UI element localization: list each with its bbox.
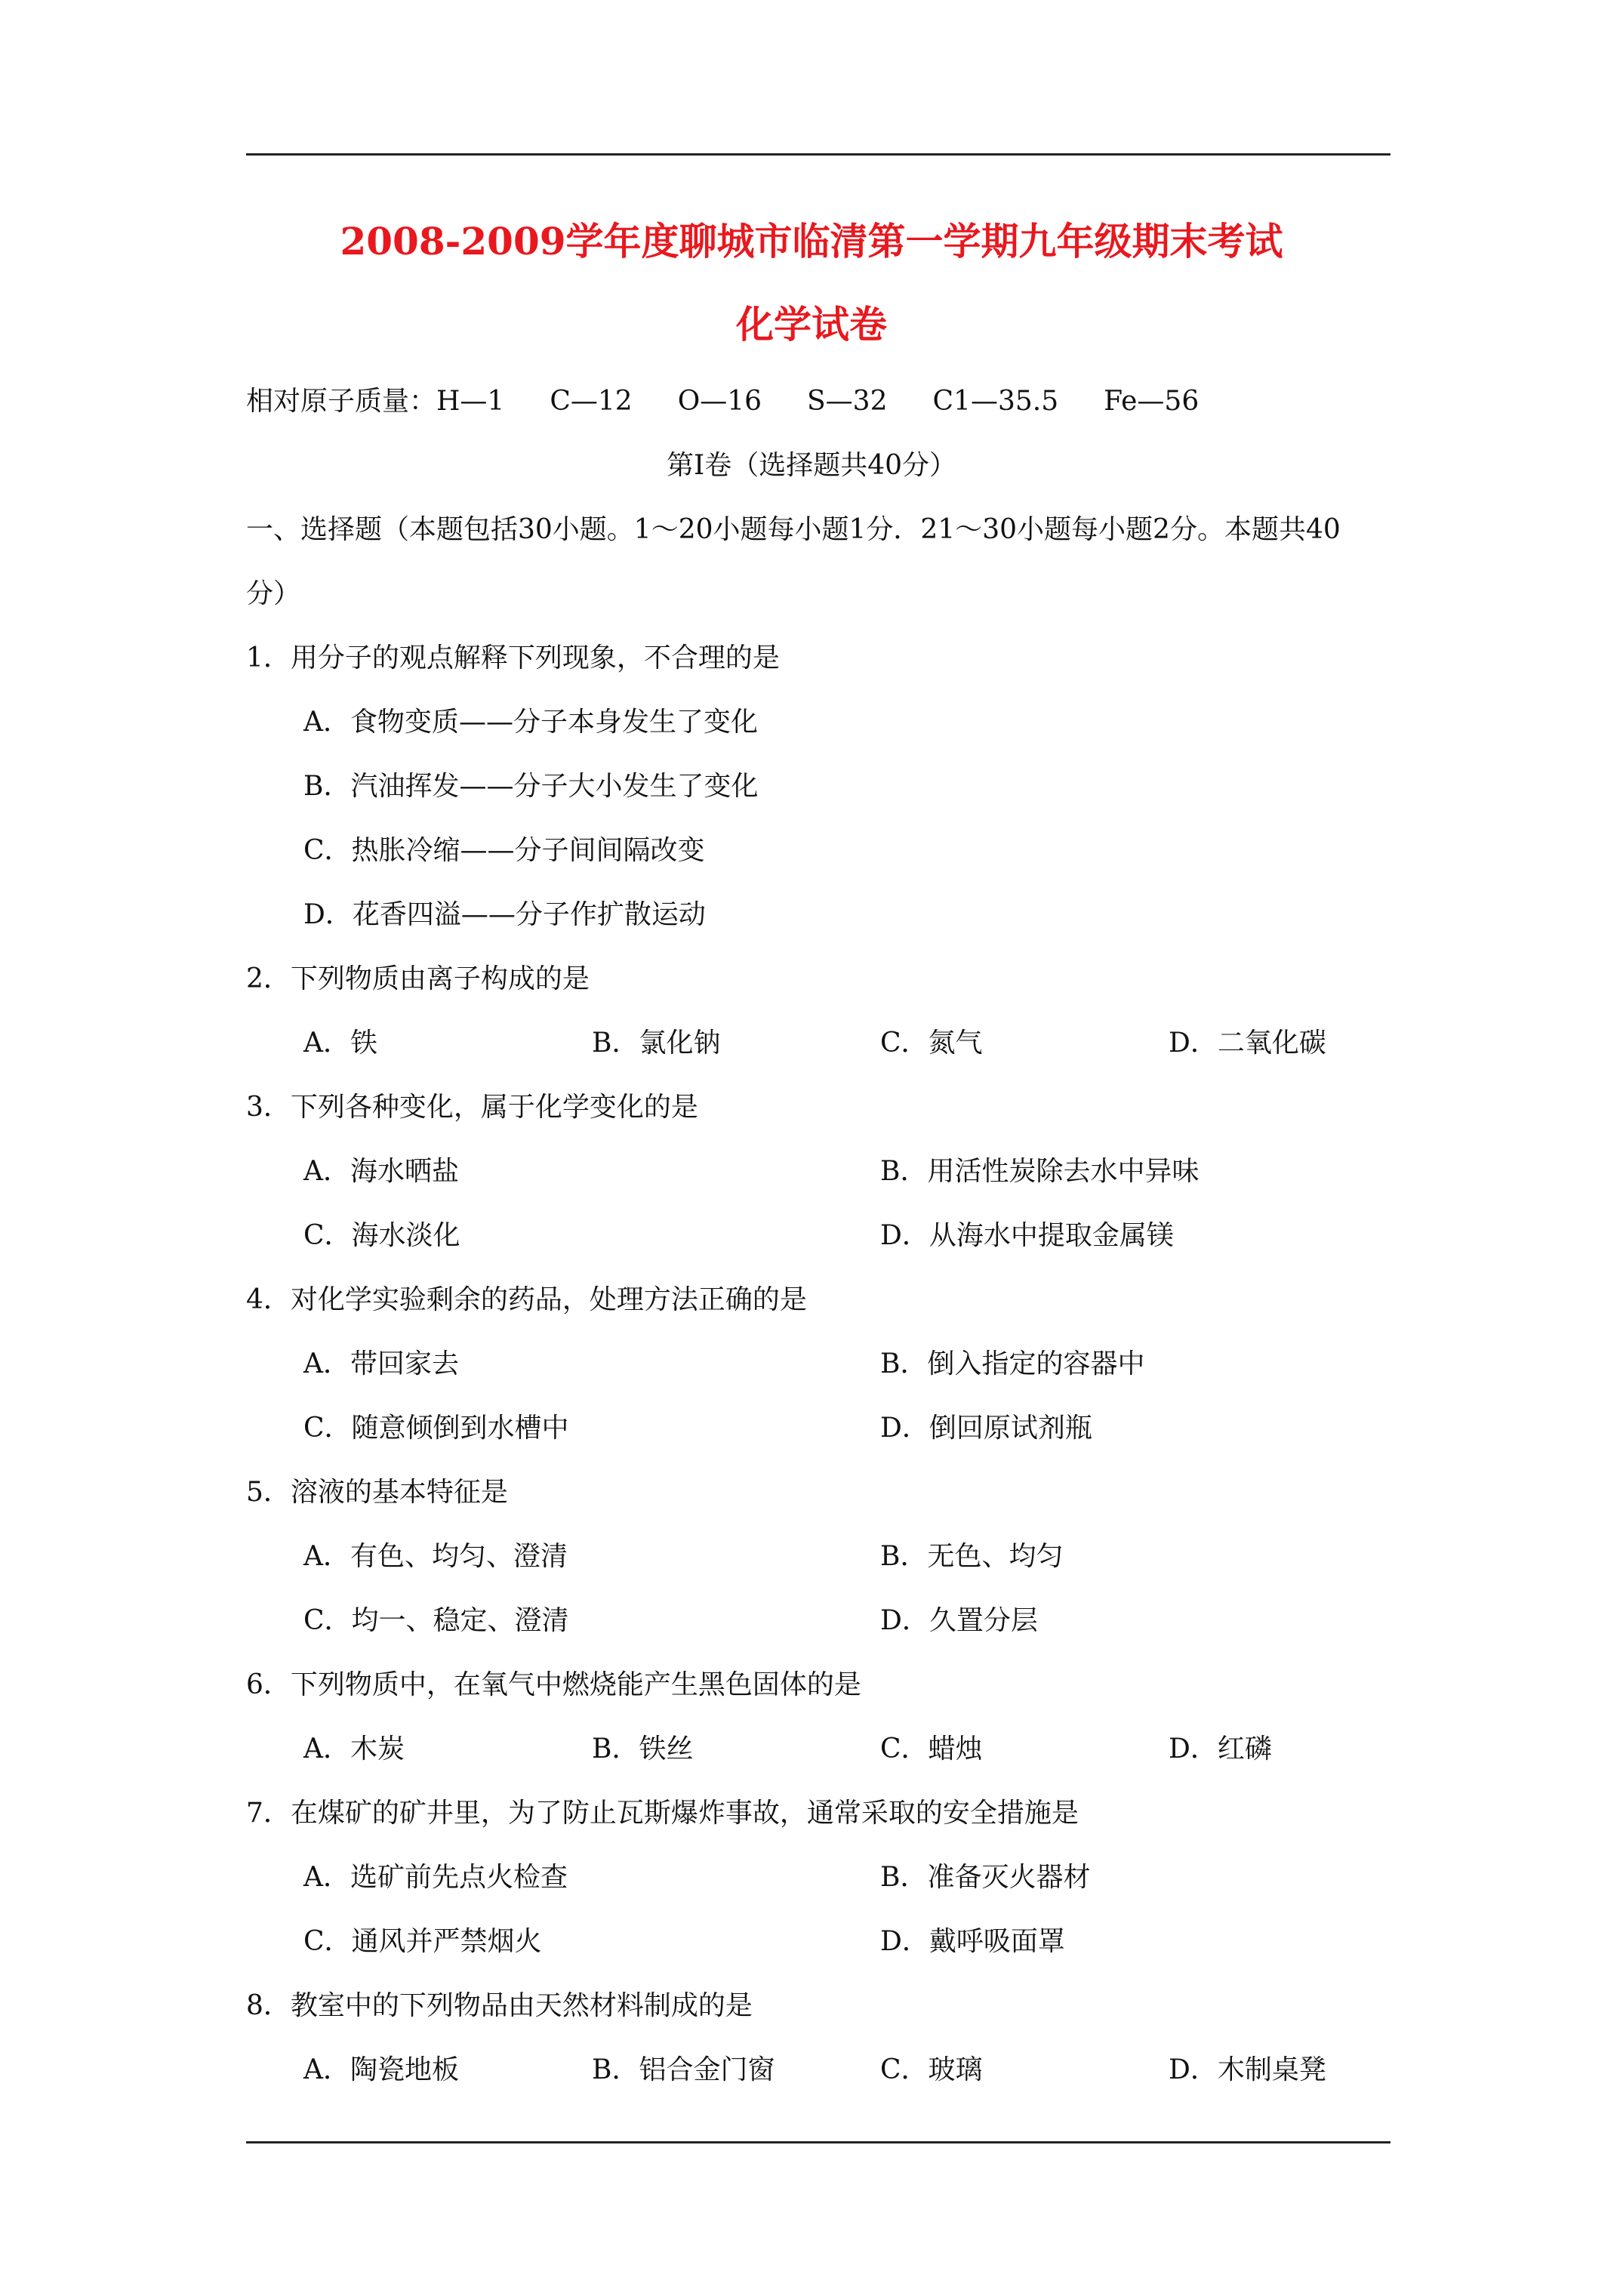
question-4-stem: 4．对化学实验剩余的药品，处理方法正确的是: [246, 1284, 807, 1315]
question-8-option-d: D．木制桌凳: [1169, 2054, 1326, 2085]
question-2-option-c: C．氮气: [880, 1028, 983, 1059]
section-instructions: 一、选择题（本题包括30小题。1～20小题每小题1分．21～30小题每小题2分。本题共40: [246, 514, 1341, 545]
question-7-option-d: D．戴呼吸面罩: [880, 1926, 1065, 1957]
question-8-option-c: C．玻璃: [880, 2054, 983, 2085]
atomic-mass-line: [246, 384, 1424, 420]
question-8-option-b: B．铝合金门窗: [592, 2054, 775, 2085]
question-1-option-b: B．汽油挥发——分子大小发生了变化: [303, 771, 759, 802]
question-2-stem: 2．下列物质由离子构成的是: [246, 963, 590, 994]
question-4-option-c: C．随意倾倒到水槽中: [303, 1413, 569, 1444]
atomic-mass-fe: Fe—56: [1104, 386, 1200, 417]
section-instructions-cont: 分）: [246, 578, 301, 609]
exam-title: 2008-2009学年度聊城市临清第一学期九年级期末考试: [340, 219, 1283, 264]
atomic-mass-label: 相对原子质量：: [246, 386, 437, 417]
question-6-stem: 6．下列物质中，在氧气中燃烧能产生黑色固体的是: [246, 1669, 861, 1700]
atomic-mass-o: O—16: [677, 386, 762, 417]
question-5-option-c: C．均一、稳定、澄清: [303, 1605, 569, 1636]
question-2-option-d: D．二氧化碳: [1169, 1028, 1326, 1059]
question-4-option-d: D．倒回原试剂瓶: [880, 1413, 1092, 1444]
question-2-option-b: B．氯化钠: [592, 1028, 721, 1059]
volume-heading: 第Ⅰ卷（选择题共40分）: [666, 450, 957, 481]
question-4-option-b: B．倒入指定的容器中: [880, 1348, 1145, 1379]
question-5-option-b: B．无色、均匀: [880, 1541, 1064, 1572]
question-3-option-c: C．海水淡化: [303, 1220, 460, 1251]
question-8-option-a: A．陶瓷地板: [303, 2054, 459, 2085]
question-1-option-d: D．花香四溢——分子作扩散运动: [303, 899, 706, 930]
question-5-option-a: A．有色、均匀、澄清: [303, 1541, 568, 1572]
question-8-stem: 8．教室中的下列物品由天然材料制成的是: [246, 1990, 753, 2021]
atomic-mass-h: H—1: [436, 386, 505, 417]
question-6-option-a: A．木炭: [303, 1734, 405, 1764]
question-3-option-a: A．海水晒盐: [303, 1156, 459, 1187]
question-7-option-c: C．通风并严禁烟火: [303, 1926, 542, 1957]
question-7-stem: 7．在煤矿的矿井里，为了防止瓦斯爆炸事故，通常采取的安全措施是: [246, 1798, 1079, 1829]
bottom-rule: [246, 2141, 1390, 2143]
question-3-option-b: B．用活性炭除去水中异味: [880, 1156, 1200, 1187]
question-5-option-d: D．久置分层: [880, 1605, 1038, 1636]
atomic-mass-cl: C1—35.5: [932, 386, 1059, 417]
question-1-stem: 1．用分子的观点解释下列现象，不合理的是: [246, 643, 780, 673]
question-6-option-c: C．蜡烛: [880, 1734, 983, 1764]
exam-subtitle: 化学试卷: [736, 302, 887, 347]
question-6-option-b: B．铁丝: [592, 1734, 694, 1764]
atomic-mass-c: C—12: [550, 386, 633, 417]
question-1-option-a: A．食物变质——分子本身发生了变化: [303, 707, 758, 738]
question-6-option-d: D．红磷: [1169, 1734, 1272, 1764]
question-1-option-c: C．热胀冷缩——分子间间隔改变: [303, 835, 705, 866]
top-rule: [246, 153, 1390, 156]
atomic-mass-s: S—32: [807, 386, 888, 417]
question-4-option-a: A．带回家去: [303, 1348, 459, 1379]
question-2-option-a: A．铁: [303, 1028, 377, 1059]
question-3-option-d: D．从海水中提取金属镁: [880, 1220, 1174, 1251]
question-3-stem: 3．下列各种变化，属于化学变化的是: [246, 1092, 698, 1123]
question-5-stem: 5．溶液的基本特征是: [246, 1477, 508, 1508]
question-7-option-b: B．准备灭火器材: [880, 1862, 1091, 1893]
question-7-option-a: A．选矿前先点火检查: [303, 1862, 568, 1893]
